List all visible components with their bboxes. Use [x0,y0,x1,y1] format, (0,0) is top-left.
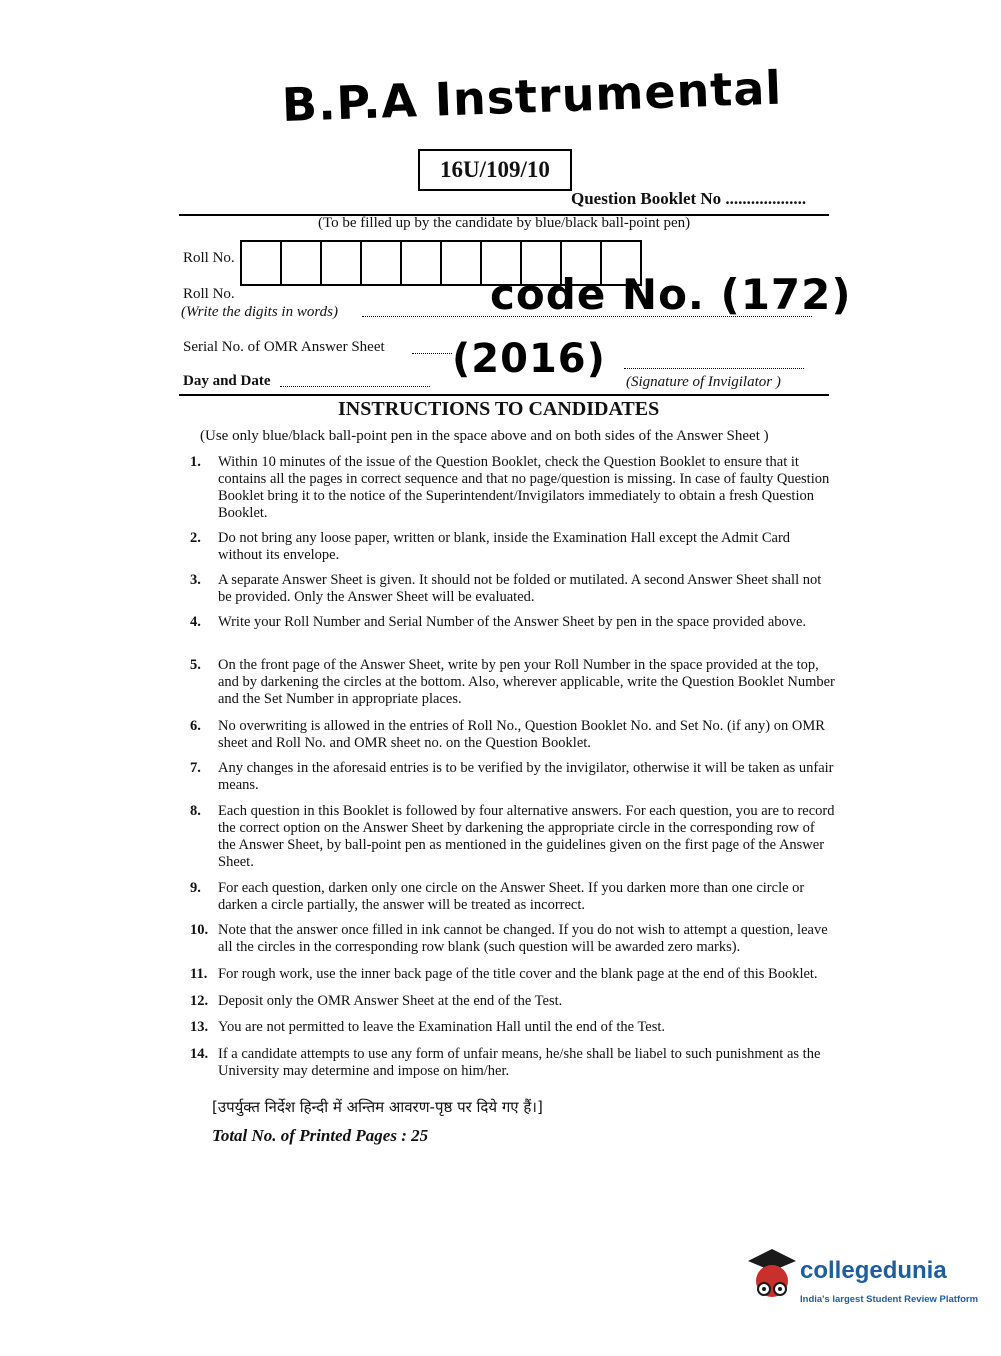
roll-box[interactable] [320,240,362,286]
total-pages: Total No. of Printed Pages : 25 [212,1126,429,1145]
roll-box[interactable] [280,240,322,286]
signature-label: (Signature of Invigilator ) [626,374,781,390]
instruction-item: 4. Write your Roll Number and Serial Number of the Answer Sheet by pen in the space provided above. [190,614,807,630]
instruction-item: 9. For each question, darken only one circle on the Answer Sheet. If you darken more than one circle or darken a circle partially, the answer will be treated as incorrect. [190,880,805,913]
instruction-item: 3. A separate Answer Sheet is given. It should not be folded or mutilated. A second Answer Sheet shall not be provided. Only the Answer Sheet will be evaluated. [190,572,822,605]
instruction-item: 5. On the front page of the Answer Sheet, write by pen your Roll Number in the space provided at the top, and by darkening the circles at the bottom. Also, wherever applicable, write the Question Booklet Number and the Set Number in appropriate places. [190,657,835,707]
instruction-item: 11. For rough work, use the inner back page of the title cover and the blank page at the end of this Booklet. [190,966,818,982]
roll-box[interactable] [240,240,282,286]
pen-note: (Use only blue/black ball-point pen in the space above and on both sides of the Answer Sheet ) [200,428,769,444]
roll-box[interactable] [400,240,442,286]
signature-line[interactable] [624,368,804,369]
instruction-item: 2. Do not bring any loose paper, written or blank, inside the Examination Hall except the Admit Card without its envelope. [190,530,791,563]
instructions-heading: INSTRUCTIONS TO CANDIDATES [338,398,660,420]
collegedunia-mascot-icon [744,1247,800,1312]
day-date-label: Day and Date [183,373,271,389]
handwritten-title: B.P.A Instrumental [281,60,783,132]
handwritten-code: code No. (172) [490,270,852,319]
logo-tagline: India's largest Student Review Platform [800,1294,979,1305]
roll-words-sub: (Write the digits in words) [181,304,338,320]
roll-box[interactable] [360,240,402,286]
roll-box[interactable] [440,240,482,286]
instruction-item: 6. No overwriting is allowed in the entries of Roll No., Question Booklet No. and Set No. (if any) on OMR sheet and Roll No. and OMR sheet no. on the Question Booklet. [190,718,825,751]
serial-line[interactable] [412,353,452,354]
instruction-item: 10. Note that the answer once filled in ink cannot be changed. If you do not wish to attempt a question, leave all the circles in the corresponding row blank (such question will be awarded zero marks). [190,922,828,955]
fill-note: (To be filled up by the candidate by blue/black ball-point pen) [318,215,691,231]
instruction-item: 8. Each question in this Booklet is followed by four alternative answers. For each question, you are to record the correct option on the Answer Sheet by darkening the appropriate circle in the corresponding row of the Answer Sheet, by ball-point pen as mentioned in the guidelines given on the first page of the Answer Sheet. [190,803,835,870]
roll-no-label: Roll No. [183,250,235,266]
form-bottom-rule [179,394,829,396]
logo-name: collegedunia [800,1257,947,1284]
handwritten-year: (2016) [452,336,606,382]
instruction-item: 7. Any changes in the aforesaid entries is to be verified by the invigilator, otherwise it will be taken as unfair means. [190,760,834,793]
instruction-item: 13. You are not permitted to leave the Examination Hall until the end of the Test. [190,1019,666,1035]
question-booklet-no: Question Booklet No ................... [571,189,807,208]
instruction-item: 14. If a candidate attempts to use any form of unfair means, he/she shall be liabel to such punishment as the University may determine and impose on him/her. [190,1046,821,1079]
hindi-note: [उपर्युक्त निर्देश हिन्दी में अन्तिम आवरण-पृष्ठ पर दिये गए हैं।] [212,1098,543,1116]
instruction-item: 12. Deposit only the OMR Answer Sheet at the end of the Test. [190,993,563,1009]
serial-label: Serial No. of OMR Answer Sheet [183,339,385,355]
instruction-item: 1. Within 10 minutes of the issue of the Question Booklet, check the Question Booklet to ensure that it contains all the pages in correct sequence and that no page/question is missing. In case of faulty Question Booklet bring it to the notice of the Superintendent/Invigilators immediately to obtain a fresh Question Booklet. [190,454,830,521]
day-date-line[interactable] [280,386,430,387]
paper-code-box: 16U/109/10 [418,149,572,191]
roll-words-label: Roll No. [183,286,235,302]
